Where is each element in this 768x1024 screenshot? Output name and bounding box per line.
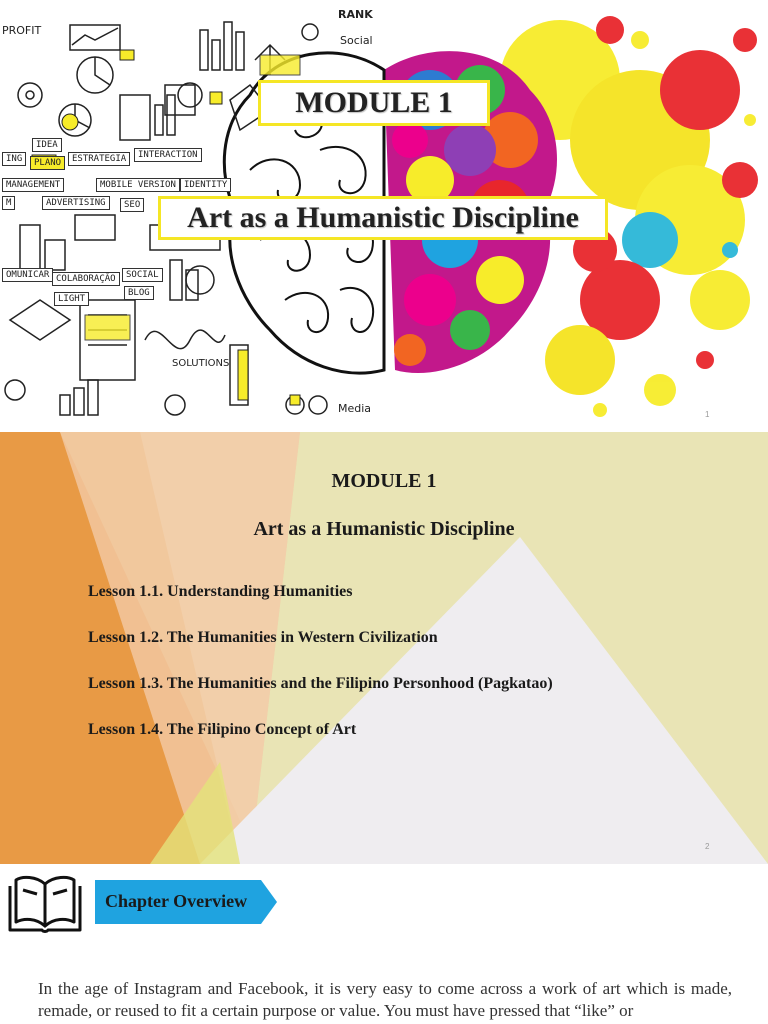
lesson-item: Lesson 1.2. The Humanities in Western Civilization: [88, 629, 438, 646]
doodle-word: M: [2, 196, 15, 210]
doodle-word: SOLUTIONS: [172, 358, 230, 369]
open-book-icon: [6, 872, 84, 936]
chapter-overview-label: Chapter Overview: [105, 891, 248, 911]
doodle-word: PROFIT: [2, 24, 42, 37]
doodle-word: ADVERTISING: [42, 196, 110, 210]
slide-1: [0, 0, 768, 432]
chapter-overview-section: [0, 864, 768, 1024]
main-title-box: Art as a Humanistic Discipline: [158, 196, 608, 240]
doodle-word: MOBILE VERSION: [96, 178, 180, 192]
lesson-item: Lesson 1.3. The Humanities and the Filipino Personhood (Pagkatao): [88, 675, 553, 692]
doodle-word: ING: [2, 152, 26, 166]
doodle-word: Media: [338, 402, 372, 415]
doodle-word: INTERACTION: [134, 148, 202, 162]
doodle-word: SOCIAL: [122, 268, 163, 282]
doodle-word: RANK: [338, 8, 373, 21]
page-number: 2: [705, 842, 710, 851]
slide-2: [0, 432, 768, 864]
slide-title: Art as a Humanistic Discipline: [253, 518, 515, 540]
lesson-item: Lesson 1.1. Understanding Humanities: [88, 583, 353, 600]
doodle-word: OMUNICAR: [2, 268, 53, 282]
lesson-item: Lesson 1.4. The Filipino Concept of Art: [88, 721, 357, 738]
slide-module-heading: MODULE 1: [331, 470, 437, 492]
doodle-word: IDEA: [32, 138, 62, 152]
doodle-word: IDENTITY: [180, 178, 231, 192]
doodle-word: MANAGEMENT: [2, 178, 64, 192]
doodle-word: COLABORAÇÃO: [52, 272, 120, 286]
doodle-word: LIGHT: [54, 292, 89, 306]
doodle-word: Social: [340, 34, 373, 47]
doodle-word: PLANO: [30, 156, 65, 170]
doodle-word: ESTRATEGIA: [68, 152, 130, 166]
doodle-word: SEO: [120, 198, 144, 212]
chapter-overview-tag: [95, 880, 277, 924]
geometric-background: [0, 432, 768, 864]
overview-paragraph: In the age of Instagram and Facebook, it is very easy to come across a work of art which is made, remade, or reused to fit a certain purpose or value. You must have pressed that “like” or: [38, 979, 732, 1020]
doodle-word: BLOG: [124, 286, 154, 300]
page-number: 1: [705, 410, 710, 419]
module-title-box: MODULE 1: [258, 80, 490, 126]
